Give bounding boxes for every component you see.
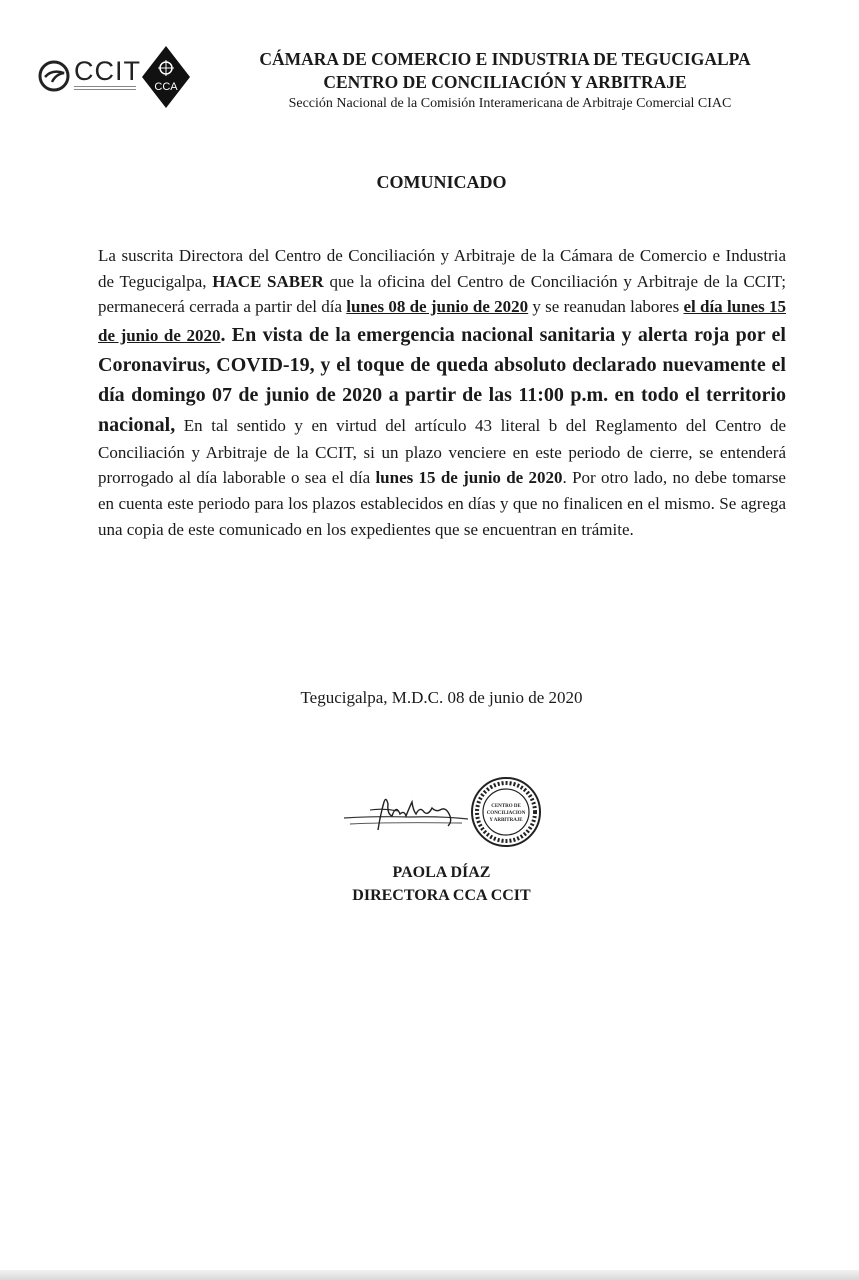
svg-text:CONCILIACION: CONCILIACION bbox=[486, 811, 526, 816]
body-emergency-notice: . En vista de la emergencia nacional sanitaria y alerta roja por el Coronavirus, COVID-19, y el toque de queda absoluto declarado nuevamente el día domingo 07 de junio de 2020 a partir de las 11:00 p.m. en todo el territorio nacional, bbox=[98, 323, 786, 436]
org-name: CÁMARA DE COMERCIO E INDUSTRIA DE TEGUCIGALPA bbox=[259, 49, 751, 69]
cca-diamond-icon bbox=[140, 44, 192, 110]
body-article-43: En tal sentido y en virtud del artículo 43 literal b del Reglamento del Centro de Conciliación y Arbitraje de la CCIT, si un plazo venciere en este periodo de cierre, se entenderá prorrogado al día laborable o sea el día bbox=[98, 415, 786, 488]
ccit-swirl-icon bbox=[38, 60, 70, 92]
handwritten-signature bbox=[340, 786, 472, 840]
body-hace-saber: HACE SABER bbox=[212, 271, 324, 291]
ccit-logo-text: CCIT bbox=[74, 56, 141, 86]
ccit-logo bbox=[38, 54, 141, 100]
body-resume: y se reanudan labores bbox=[528, 297, 684, 317]
communique-body bbox=[98, 243, 786, 542]
place-date: Tegucigalpa, M.D.C. 08 de junio de 2020 bbox=[300, 688, 583, 707]
signatory-name: PAOLA DÍAZ bbox=[392, 864, 491, 881]
body-closing: . Por otro lado, no debe tomarse en cuenta este periodo para los plazos establecidos en días y que no finalicen en el mismo. Se agrega una copia de este comunicado en los expedientes que se encuentran en trámite. bbox=[98, 468, 786, 539]
svg-text:Y ARBITRAJE: Y ARBITRAJE bbox=[489, 818, 523, 823]
body-close-date: lunes 08 de junio de 2020 bbox=[346, 297, 529, 317]
section-subtitle: Sección Nacional de la Comisión Interamericana de Arbitraje Comercial CIAC bbox=[288, 96, 732, 111]
body-intro: La suscrita Directora del Centro de Conciliación y Arbitraje de la Cámara de Comercio e Industria de Tegucigalpa, bbox=[98, 246, 786, 291]
body-resume-date: el día lunes 15 de junio de 2020 bbox=[98, 297, 786, 345]
cca-logo-text: CCA bbox=[154, 81, 178, 93]
page-bottom-edge bbox=[0, 1270, 859, 1280]
center-name: CENTRO DE CONCILIACIÓN Y ARBITRAJE bbox=[323, 72, 687, 92]
document-title: COMUNICADO bbox=[376, 172, 507, 192]
svg-text:CENTRO DE: CENTRO DE bbox=[491, 804, 521, 809]
official-seal bbox=[470, 776, 542, 848]
body-office-closed: que la oficina del Centro de Conciliación y Arbitraje de la CCIT; permanecerá cerrada a partir del día bbox=[98, 271, 786, 317]
signatory-title: DIRECTORA CCA CCIT bbox=[352, 887, 531, 904]
body-extension-date: lunes 15 de junio de 2020 bbox=[375, 468, 563, 488]
cca-logo bbox=[140, 44, 192, 110]
ccit-logo-underline bbox=[74, 86, 136, 90]
